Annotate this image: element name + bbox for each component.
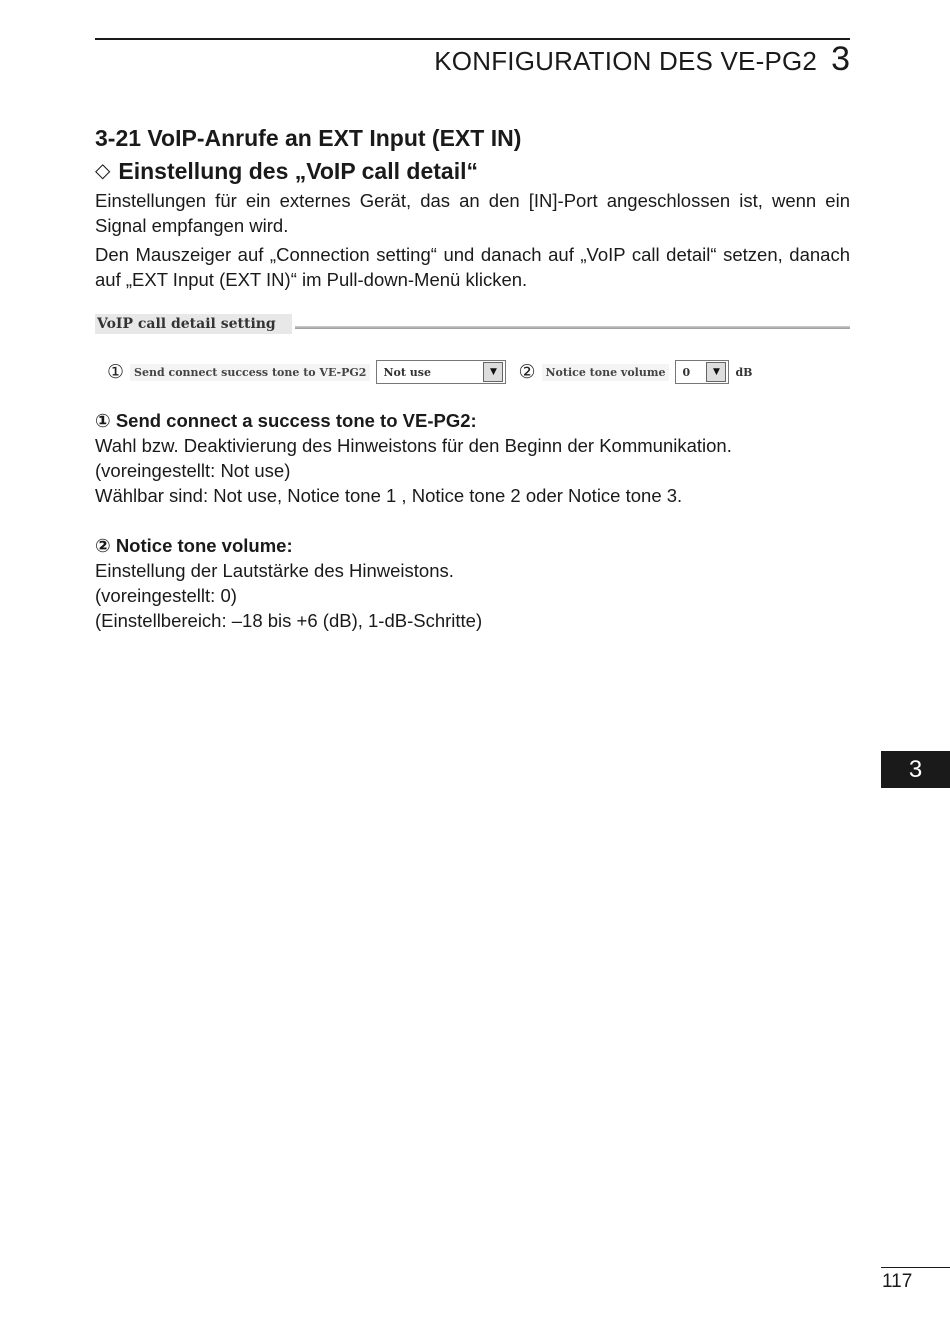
field-title [95, 533, 850, 558]
chapter-number: 3 [831, 40, 850, 78]
section-title: 3-21 VoIP-Anrufe an EXT Input (EXT IN) [95, 125, 522, 151]
field-line: (Einstellbereich: –18 bis +6 (dB), 1-dB-Schritte) [95, 610, 483, 631]
page-number: 117 [882, 1271, 913, 1292]
field-marker: ① [95, 410, 111, 431]
intro-paragraph: Einstellungen für ein externes Gerät, das an den [IN]-Port angeschlossen ist, wenn ein Signal empfangen wird. [95, 190, 850, 236]
callout-marker-2: ② [518, 361, 536, 383]
field-line: (voreingestellt: 0) [95, 585, 237, 606]
panel-title: VoIP call detail setting [95, 314, 292, 334]
success-tone-value: Not use [383, 365, 431, 379]
field-title-text: Notice tone volume: [115, 535, 293, 556]
field-line: Einstellung der Lautstärke des Hinweistons. [95, 560, 454, 581]
subsection-title [95, 154, 850, 188]
subsection-title-text: Einstellung des „VoIP call detail“ [118, 158, 478, 184]
chapter-header [434, 40, 850, 79]
panel-divider [295, 326, 850, 329]
field-line: (voreingestellt: Not use) [95, 460, 291, 481]
success-tone-select[interactable] [376, 360, 506, 384]
volume-unit: dB [735, 365, 753, 379]
settings-screenshot [95, 314, 850, 404]
field-line: Wahl bzw. Deaktivierung des Hinweistons für den Beginn der Kommunikation. [95, 435, 732, 456]
spacer [95, 508, 850, 533]
field-description-1 [95, 408, 850, 508]
instruction-paragraph: Den Mauszeiger auf „Connection setting“ und danach auf „VoIP call detail“ setzen, danach auf „EXT Input (EXT IN)“ im Pull-down-Menü klicken. [95, 244, 850, 290]
diamond-icon: ◇ [95, 160, 111, 182]
panel-settings-row [107, 360, 752, 384]
chapter-side-tab: 3 [881, 751, 950, 788]
success-tone-label: Send connect success tone to VE-PG2 [130, 364, 370, 381]
notice-volume-label: Notice tone volume [542, 364, 670, 381]
field-line: Wählbar sind: Not use, Notice tone 1 , Notice tone 2 oder Notice tone 3. [95, 485, 683, 506]
field-description-2 [95, 533, 850, 633]
field-marker: ② [95, 535, 111, 556]
chapter-title: KONFIGURATION DES VE-PG2 [434, 46, 818, 76]
notice-volume-select[interactable] [675, 360, 729, 384]
footer-rule [881, 1267, 950, 1268]
field-title [95, 408, 850, 433]
field-title-text: Send connect a success tone to VE-PG2: [115, 410, 477, 431]
notice-volume-value: 0 [682, 365, 691, 379]
callout-marker-1: ① [107, 361, 125, 383]
dropdown-arrow-icon[interactable]: ▼ [706, 362, 726, 382]
page-content [95, 122, 850, 633]
dropdown-arrow-icon[interactable]: ▼ [483, 362, 503, 382]
